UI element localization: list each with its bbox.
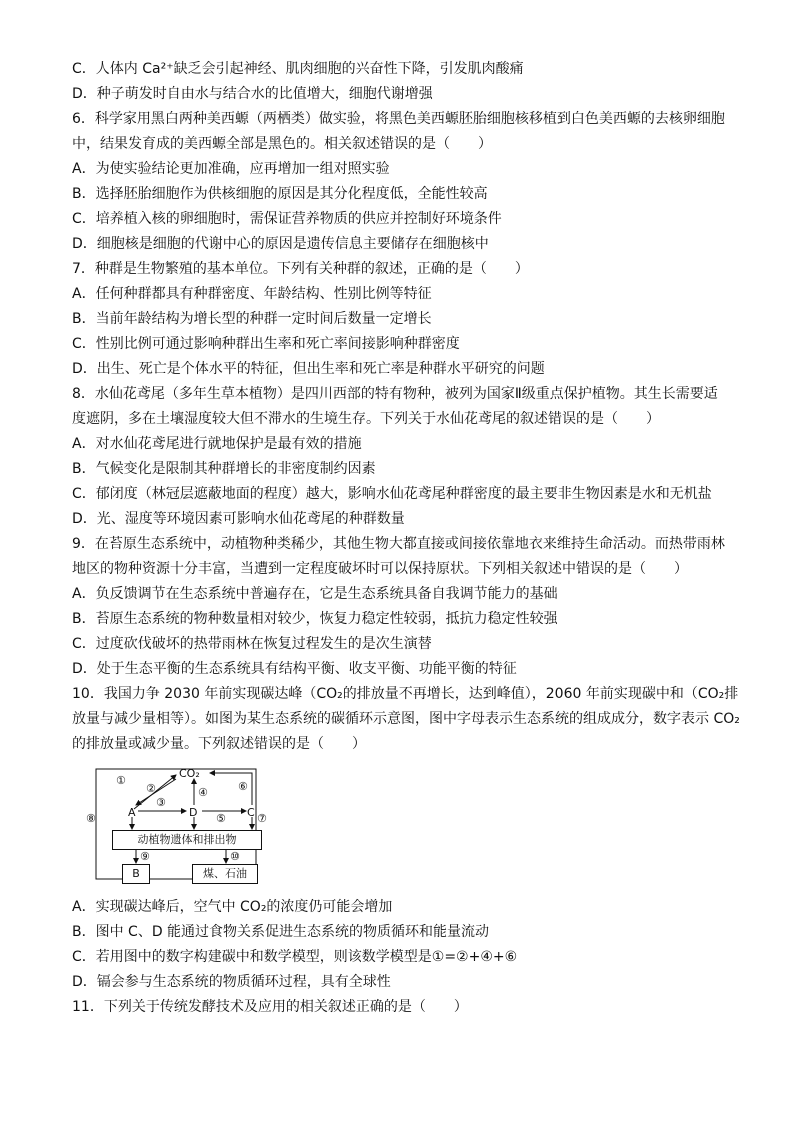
text-line: 11．下列关于传统发酵技术及应用的相关叙述正确的是（ ） — [72, 999, 468, 1015]
node-c: C — [247, 806, 255, 819]
text-line: C．过度砍伐破坏的热带雨林在恢复过程发生的是次生演替 — [72, 636, 432, 652]
text-line: 中，结果发育成的美西螈全部是黑色的。相关叙述错误的是（ ） — [72, 136, 492, 152]
text-line: D．光、湿度等环境因素可影响水仙花鸢尾的种群数量 — [72, 511, 405, 527]
label-9: ⑨ — [140, 850, 150, 863]
text-line: 度遮阴，多在土壤湿度较大但不滞水的生境生存。下列关于水仙花鸢尾的叙述错误的是（ ） — [72, 411, 660, 427]
text-line: B．气候变化是限制其种群增长的非密度制约因素 — [72, 461, 376, 477]
text-line: 8．水仙花鸢尾（多年生草本植物）是四川西部的特有物种，被列为国家Ⅱ级重点保护植物。其生长需要适 — [72, 386, 718, 402]
text-line: A．负反馈调节在生态系统中普遍存在，它是生态系统具备自我调节能力的基础 — [72, 586, 558, 602]
text-line: D．出生、死亡是个体水平的特征，但出生率和死亡率是种群水平研究的问题 — [72, 361, 545, 377]
co2-node: CO₂ — [179, 767, 200, 780]
question-options-block — [72, 895, 762, 1020]
text-line: C．郁闭度（林冠层遮蔽地面的程度）越大，影响水仙花鸢尾种群密度的最主要非生物因素是水和无机盐 — [72, 486, 712, 502]
node-d: D — [189, 806, 198, 819]
text-line: A．实现碳达峰后，空气中 CO₂的浓度仍可能会增加 — [72, 899, 393, 915]
text-line: 9．在苔原生态系统中，动植物种类稀少，其他生物大都直接或间接依靠地衣来维持生命活动。而热带雨林 — [72, 536, 725, 552]
text-line: B．当前年龄结构为增长型的种群一定时间后数量一定增长 — [72, 311, 432, 327]
label-5: ⑤ — [216, 812, 226, 825]
text-line: D．处于生态平衡的生态系统具有结构平衡、收支平衡、功能平衡的特征 — [72, 661, 517, 677]
text-line: B．选择胚胎细胞作为供核细胞的原因是其分化程度低，全能性较高 — [72, 186, 488, 202]
text-line: D．细胞核是细胞的代谢中心的原因是遗传信息主要储存在细胞核中 — [72, 236, 489, 252]
text-line: B．苔原生态系统的物种数量相对较少，恢复力稳定性较弱，抵抗力稳定性较强 — [72, 611, 558, 627]
remains-box: 动植物遗体和排出物 — [112, 830, 262, 850]
text-line: A．任何种群都具有种群密度、年龄结构、性别比例等特征 — [72, 286, 432, 302]
text-line: 10．我国力争 2030 年前实现碳达峰（CO₂的排放量不再增长，达到峰值），2060 年前实现碳中和（CO₂排 — [72, 686, 739, 702]
text-line: B．图中 C、D 能通过食物关系促进生态系统的物质循环和能量流动 — [72, 924, 490, 940]
question-text-block — [72, 57, 762, 757]
node-a: A — [128, 806, 136, 819]
text-line: D．种子萌发时自由水与结合水的比值增大，细胞代谢增强 — [72, 86, 433, 102]
text-line: A．对水仙花鸢尾进行就地保护是最有效的措施 — [72, 436, 362, 452]
label-10: ⑩ — [230, 850, 240, 863]
carbon-cycle-diagram — [86, 765, 266, 887]
text-line: 的排放量或减少量。下列叙述错误的是（ ） — [72, 736, 366, 752]
text-line: A．为使实验结论更加准确，应再增加一组对照实验 — [72, 161, 390, 177]
label-7: ⑦ — [257, 812, 267, 825]
label-8: ⑧ — [86, 812, 96, 825]
node-b: B — [122, 864, 150, 884]
label-2: ② — [146, 782, 156, 795]
text-line: D．镉会参与生态系统的物质循环过程，具有全球性 — [72, 974, 391, 990]
text-line: 地区的物种资源十分丰富，当遭到一定程度破坏时可以保持原状。下列相关叙述中错误的是（ ） — [72, 561, 688, 577]
text-line: C．性别比例可通过影响种群出生率和死亡率间接影响种群密度 — [72, 336, 460, 352]
text-line: C．人体内 Ca²⁺缺乏会引起神经、肌肉细胞的兴奋性下降，引发肌肉酸痛 — [72, 61, 524, 77]
text-line: 放量与减少量相等）。如图为某生态系统的碳循环示意图，图中字母表示生态系统的组成成分，数字表示 CO₂ — [72, 711, 740, 727]
label-3: ③ — [156, 796, 166, 809]
label-4: ④ — [198, 786, 208, 799]
document-page — [72, 57, 762, 1020]
label-1: ① — [116, 774, 126, 787]
text-line: 6．科学家用黑白两种美西螈（两栖类）做实验，将黑色美西螈胚胎细胞核移植到白色美西螈的去核卵细胞 — [72, 111, 725, 127]
text-line: 7．种群是生物繁殖的基本单位。下列有关种群的叙述，正确的是（ ） — [72, 261, 529, 277]
text-line: C．若用图中的数字构建碳中和数学模型，则该数学模型是①=②+④+⑥ — [72, 949, 518, 965]
fossil-fuel-box: 煤、石油 — [192, 864, 258, 884]
label-6: ⑥ — [238, 780, 248, 793]
text-line: C．培养植入核的卵细胞时，需保证营养物质的供应并控制好环境条件 — [72, 211, 502, 227]
